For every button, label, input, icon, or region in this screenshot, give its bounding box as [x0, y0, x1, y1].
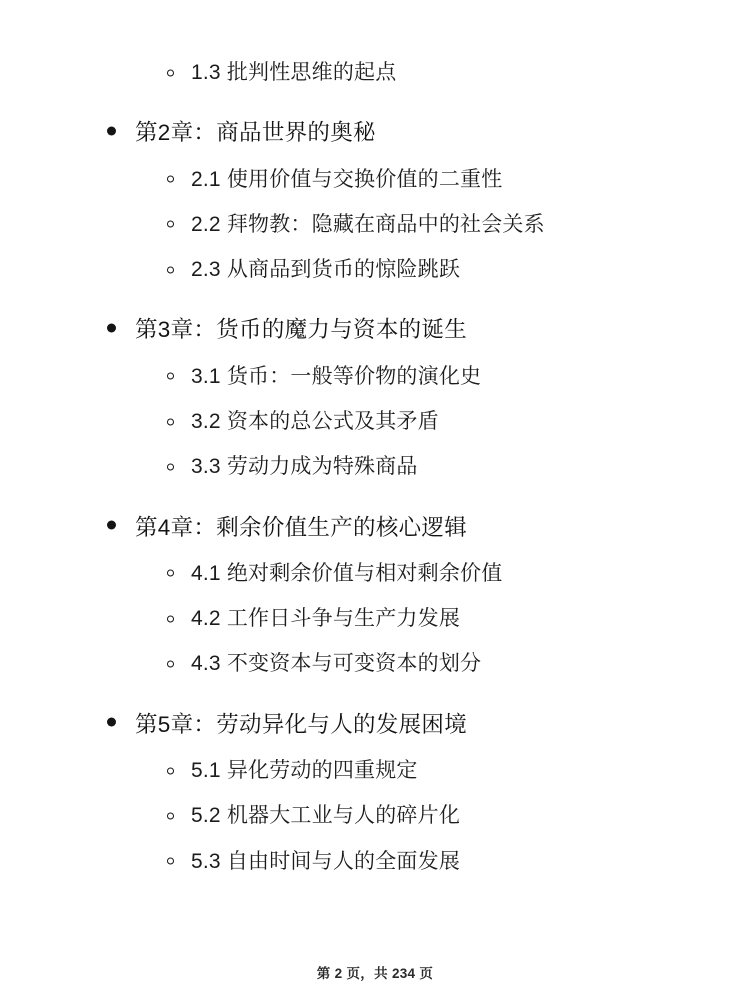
toc-section-label: 5.1 异化劳动的四重规定 [191, 758, 418, 782]
hollow-bullet-icon [167, 812, 174, 819]
hollow-bullet-icon [167, 221, 174, 228]
toc-chapter-group [55, 500, 695, 687]
hollow-bullet-icon [167, 570, 174, 577]
toc-section-label: 1.3 批判性思维的起点 [191, 61, 397, 84]
toc-chapter-label: 第4章：剩余价值生产的核心逻辑 [135, 514, 468, 540]
page-footer: 第 2 页，共 234 页 [316, 966, 434, 981]
table-of-contents [55, 40, 695, 884]
toc-section-item[interactable] [55, 202, 695, 247]
hollow-bullet-icon [167, 858, 174, 865]
section-list [55, 551, 695, 687]
section-list [55, 354, 695, 490]
toc-chapter-item[interactable] [55, 697, 695, 748]
toc-section-label: 5.2 机器大工业与人的碎片化 [191, 804, 461, 828]
filled-bullet-icon [107, 521, 116, 530]
toc-section-label: 4.1 绝对剩余价值与相对剩余价值 [191, 561, 503, 585]
hollow-bullet-icon [167, 176, 174, 183]
toc-section-item[interactable] [55, 444, 695, 489]
toc-chapter-item[interactable] [55, 500, 695, 551]
hollow-bullet-icon [167, 767, 174, 774]
hollow-bullet-icon [167, 69, 174, 76]
toc-section-item[interactable] [55, 50, 695, 95]
toc-section-item[interactable] [55, 551, 695, 596]
toc-chapter-label: 第5章：劳动异化与人的发展困境 [135, 711, 468, 737]
hollow-bullet-icon [167, 615, 174, 622]
toc-chapter-group [55, 697, 695, 884]
toc-chapter-item[interactable] [55, 302, 695, 353]
filled-bullet-icon [107, 324, 116, 333]
toc-section-label: 2.1 使用价值与交换价值的二重性 [191, 167, 503, 191]
hollow-bullet-icon [167, 266, 174, 273]
toc-chapter-label: 第3章：货币的魔力与资本的诞生 [135, 317, 468, 343]
toc-section-item[interactable] [55, 596, 695, 641]
toc-section-label: 4.2 工作日斗争与生产力发展 [191, 607, 461, 631]
toc-section-label: 3.1 货币：一般等价物的演化史 [191, 364, 482, 388]
toc-chapter-group [55, 105, 695, 292]
hollow-bullet-icon [167, 661, 174, 668]
toc-section-item[interactable] [55, 748, 695, 793]
section-list [55, 157, 695, 293]
toc-chapter-group [55, 302, 695, 489]
toc-chapter-label: 第2章：商品世界的奥秘 [135, 120, 376, 146]
toc-section-item[interactable] [55, 793, 695, 838]
toc-section-item[interactable] [55, 247, 695, 292]
toc-orphan-group [55, 40, 695, 95]
toc-chapter-item[interactable] [55, 105, 695, 156]
toc-section-item[interactable] [55, 354, 695, 399]
toc-section-label: 4.3 不变资本与可变资本的划分 [191, 652, 482, 676]
hollow-bullet-icon [167, 373, 174, 380]
filled-bullet-icon [107, 126, 116, 135]
section-list [55, 748, 695, 884]
hollow-bullet-icon [167, 418, 174, 425]
section-list [55, 50, 695, 95]
toc-section-label: 3.2 资本的总公式及其矛盾 [191, 409, 439, 433]
toc-section-label: 3.3 劳动力成为特殊商品 [191, 455, 418, 479]
filled-bullet-icon [107, 718, 116, 727]
toc-section-label: 2.3 从商品到货币的惊险跳跃 [191, 258, 461, 282]
toc-section-item[interactable] [55, 839, 695, 884]
hollow-bullet-icon [167, 463, 174, 470]
toc-section-label: 5.3 自由时间与人的全面发展 [191, 849, 461, 873]
toc-section-item[interactable] [55, 157, 695, 202]
toc-section-item[interactable] [55, 641, 695, 686]
toc-section-label: 2.2 拜物教：隐藏在商品中的社会关系 [191, 212, 545, 236]
toc-section-item[interactable] [55, 399, 695, 444]
